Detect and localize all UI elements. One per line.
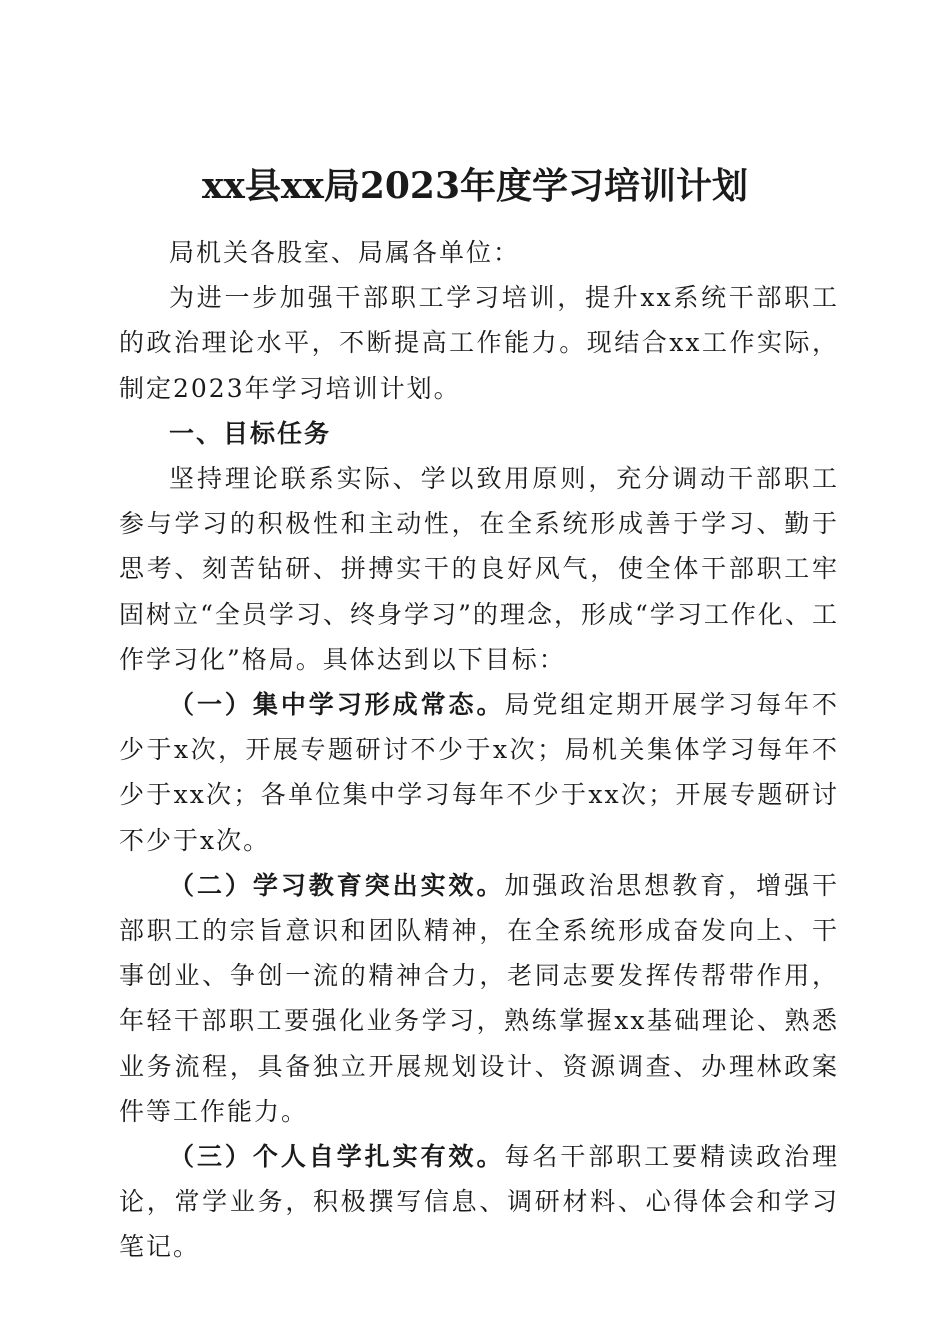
section-heading-goals: 一、目标任务 — [169, 418, 332, 448]
document-title: xx县xx局2023年度学习培训计划 — [201, 165, 749, 208]
goal-item-3-body: 每名干部职工要精读政治理论，常学业务，积极撰写信息、调研材料、心得体会和学习笔记。 — [119, 1142, 839, 1262]
goal-item-1 — [119, 682, 839, 863]
goal-item-3-lead: （三）个人自学扎实有效。 — [169, 1142, 505, 1172]
goal-item-2-body: 加强政治思想教育，增强干部职工的宗旨意识和团队精神，在全系统形成奋发向上、干事创业、争创一流的精神合力，老同志要发挥传帮带作用，年轻干部职工要强化业务学习，熟练掌握xx基础理论、熟悉业务流程，具备独立开展规划设计、资源调查、办理林政案件等工作能力。 — [119, 870, 839, 1126]
goal-item-2-lead: （二）学习教育突出实效。 — [169, 870, 505, 900]
goal-item-2 — [119, 863, 839, 1134]
goal-item-1-body: 局党组定期开展学习每年不少于x次，开展专题研讨不少于x次；局机关集体学习每年不少于xx次；各单位集中学习每年不少于xx次；开展专题研讨不少于x次。 — [119, 690, 839, 855]
salutation: 局机关各股室、局属各单位： — [169, 238, 521, 267]
intro-paragraph: 为进一步加强干部职工学习培训，提升xx系统干部职工的政治理论水平，不断提高工作能力。现结合xx工作实际，制定2023年学习培训计划。 — [119, 283, 839, 403]
goals-paragraph: 坚持理论联系实际、学以致用原则，充分调动干部职工参与学习的积极性和主动性，在全系统形成善于学习、勤于思考、刻苦钻研、拼搏实干的良好风气，使全体干部职工牢固树立“全员学习、终身学习”的理念，形成“学习工作化、工作学习化”格局。具体达到以下目标： — [119, 464, 839, 674]
goal-item-1-lead: （一）集中学习形成常态。 — [169, 690, 505, 720]
document-body — [119, 230, 839, 1270]
goal-item-3 — [119, 1134, 839, 1270]
